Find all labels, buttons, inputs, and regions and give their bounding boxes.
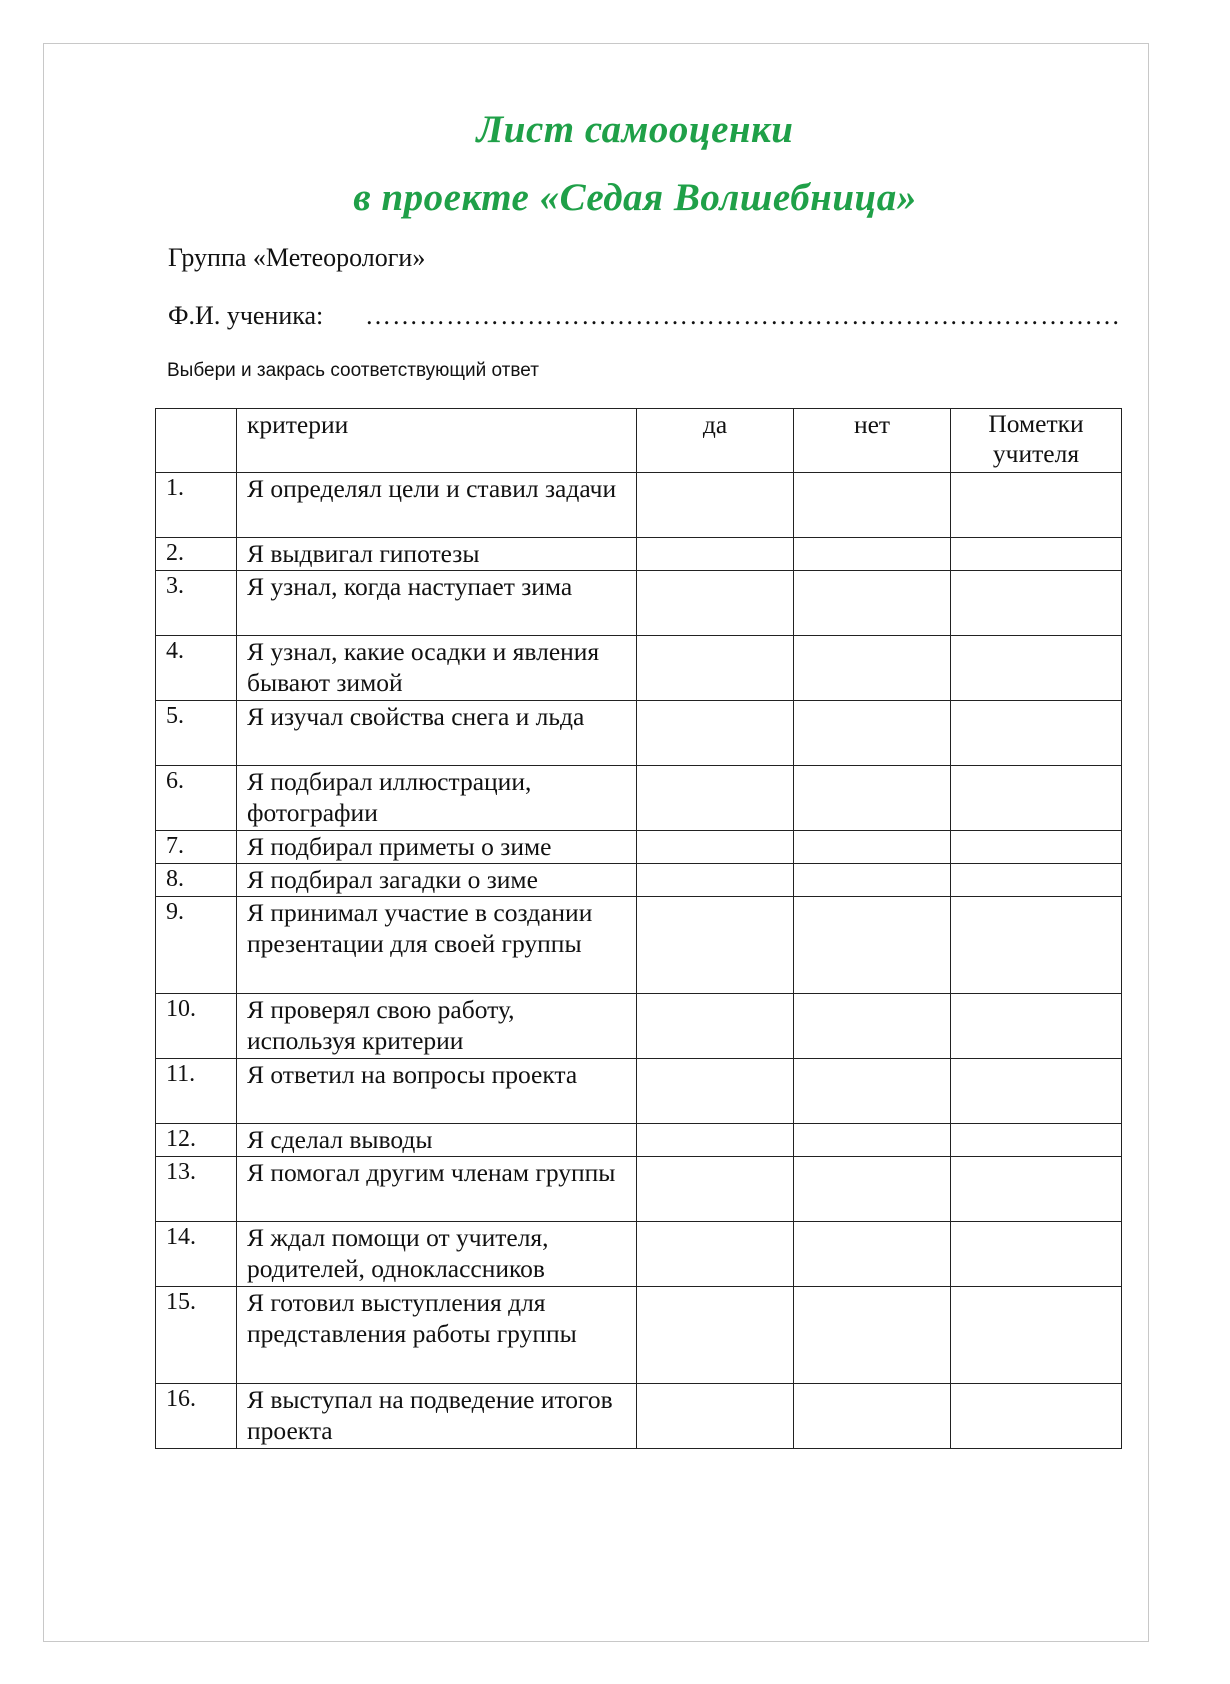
table-row [156, 538, 1122, 571]
row-criterion: Я ждал помощи от учителя, родителей, одноклассников [237, 1222, 637, 1287]
no-cell[interactable] [794, 701, 951, 766]
no-cell[interactable] [794, 473, 951, 538]
no-cell[interactable] [794, 1222, 951, 1287]
row-criterion: Я выступал на подведение итогов проекта [237, 1384, 637, 1449]
table-row [156, 1157, 1122, 1222]
no-cell[interactable] [794, 1287, 951, 1384]
no-cell[interactable] [794, 831, 951, 864]
teacher-notes-cell[interactable] [951, 766, 1122, 831]
no-cell[interactable] [794, 766, 951, 831]
table-row [156, 1287, 1122, 1384]
teacher-notes-cell[interactable] [951, 897, 1122, 994]
row-number: 11. [156, 1059, 237, 1124]
yes-cell[interactable] [637, 864, 794, 897]
table-row [156, 831, 1122, 864]
no-cell[interactable] [794, 864, 951, 897]
row-number: 12. [156, 1124, 237, 1157]
row-criterion: Я выдвигал гипотезы [237, 538, 637, 571]
row-criterion: Я подбирал загадки о зиме [237, 864, 637, 897]
group-label: Группа «Метеорологи» [168, 243, 426, 272]
teacher-notes-cell[interactable] [951, 636, 1122, 701]
table-row [156, 1059, 1122, 1124]
teacher-notes-cell[interactable] [951, 1157, 1122, 1222]
yes-cell[interactable] [637, 1287, 794, 1384]
table-row [156, 1222, 1122, 1287]
yes-cell[interactable] [637, 1222, 794, 1287]
row-criterion: Я подбирал приметы о зиме [237, 831, 637, 864]
row-criterion: Я принимал участие в создании презентации для своей группы [237, 897, 637, 994]
student-name-field[interactable]: ………………………………………………………………………… [365, 301, 1121, 330]
table-row [156, 766, 1122, 831]
teacher-notes-cell[interactable] [951, 994, 1122, 1059]
yes-cell[interactable] [637, 636, 794, 701]
row-number: 2. [156, 538, 237, 571]
no-cell[interactable] [794, 1157, 951, 1222]
header-no: нет [794, 409, 951, 473]
table-row [156, 701, 1122, 766]
table-row [156, 1384, 1122, 1449]
yes-cell[interactable] [637, 701, 794, 766]
row-criterion: Я готовил выступления для представления работы группы [237, 1287, 637, 1384]
teacher-notes-cell[interactable] [951, 1059, 1122, 1124]
yes-cell[interactable] [637, 1059, 794, 1124]
yes-cell[interactable] [637, 1384, 794, 1449]
student-name-label: Ф.И. ученика: [168, 301, 324, 330]
no-cell[interactable] [794, 636, 951, 701]
no-cell[interactable] [794, 897, 951, 994]
table-row [156, 897, 1122, 994]
table-row [156, 636, 1122, 701]
teacher-notes-cell[interactable] [951, 701, 1122, 766]
header-criteria: критерии [237, 409, 637, 473]
row-number: 3. [156, 571, 237, 636]
table-row [156, 1124, 1122, 1157]
header-teacher-notes: Пометки учителя [951, 409, 1122, 473]
row-number: 16. [156, 1384, 237, 1449]
row-number: 8. [156, 864, 237, 897]
row-criterion: Я ответил на вопросы проекта [237, 1059, 637, 1124]
yes-cell[interactable] [637, 831, 794, 864]
no-cell[interactable] [794, 571, 951, 636]
yes-cell[interactable] [637, 538, 794, 571]
row-criterion: Я помогал другим членам группы [237, 1157, 637, 1222]
table-header-row [156, 409, 1122, 473]
table-row [156, 994, 1122, 1059]
table-row [156, 571, 1122, 636]
row-number: 7. [156, 831, 237, 864]
no-cell[interactable] [794, 994, 951, 1059]
yes-cell[interactable] [637, 994, 794, 1059]
teacher-notes-cell[interactable] [951, 1384, 1122, 1449]
yes-cell[interactable] [637, 766, 794, 831]
row-number: 1. [156, 473, 237, 538]
yes-cell[interactable] [637, 1124, 794, 1157]
self-assessment-table [155, 408, 1122, 1449]
row-criterion: Я подбирал иллюстрации, фотографии [237, 766, 637, 831]
teacher-notes-cell[interactable] [951, 831, 1122, 864]
row-number: 10. [156, 994, 237, 1059]
no-cell[interactable] [794, 1059, 951, 1124]
row-criterion: Я определял цели и ставил задачи [237, 473, 637, 538]
teacher-notes-cell[interactable] [951, 473, 1122, 538]
table-row [156, 473, 1122, 538]
no-cell[interactable] [794, 538, 951, 571]
teacher-notes-cell[interactable] [951, 864, 1122, 897]
no-cell[interactable] [794, 1384, 951, 1449]
row-criterion: Я узнал, какие осадки и явления бывают зимой [237, 636, 637, 701]
row-number: 13. [156, 1157, 237, 1222]
no-cell[interactable] [794, 1124, 951, 1157]
yes-cell[interactable] [637, 897, 794, 994]
teacher-notes-cell[interactable] [951, 538, 1122, 571]
header-yes: да [637, 409, 794, 473]
row-criterion: Я узнал, когда наступает зима [237, 571, 637, 636]
title-line-2: в проекте «Седая Волшебница» [353, 176, 917, 219]
header-num [156, 409, 237, 473]
teacher-notes-cell[interactable] [951, 1287, 1122, 1384]
title-line-1: Лист самооценки [476, 108, 794, 151]
yes-cell[interactable] [637, 571, 794, 636]
row-number: 15. [156, 1287, 237, 1384]
teacher-notes-cell[interactable] [951, 571, 1122, 636]
row-number: 14. [156, 1222, 237, 1287]
table-row [156, 864, 1122, 897]
row-criterion: Я сделал выводы [237, 1124, 637, 1157]
row-criterion: Я проверял свою работу, используя критерии [237, 994, 637, 1059]
yes-cell[interactable] [637, 1157, 794, 1222]
row-number: 9. [156, 897, 237, 994]
teacher-notes-cell[interactable] [951, 1124, 1122, 1157]
teacher-notes-cell[interactable] [951, 1222, 1122, 1287]
instruction-text: Выбери и закрась соответствующий ответ [167, 360, 539, 381]
row-number: 6. [156, 766, 237, 831]
yes-cell[interactable] [637, 473, 794, 538]
row-criterion: Я изучал свойства снега и льда [237, 701, 637, 766]
row-number: 5. [156, 701, 237, 766]
row-number: 4. [156, 636, 237, 701]
